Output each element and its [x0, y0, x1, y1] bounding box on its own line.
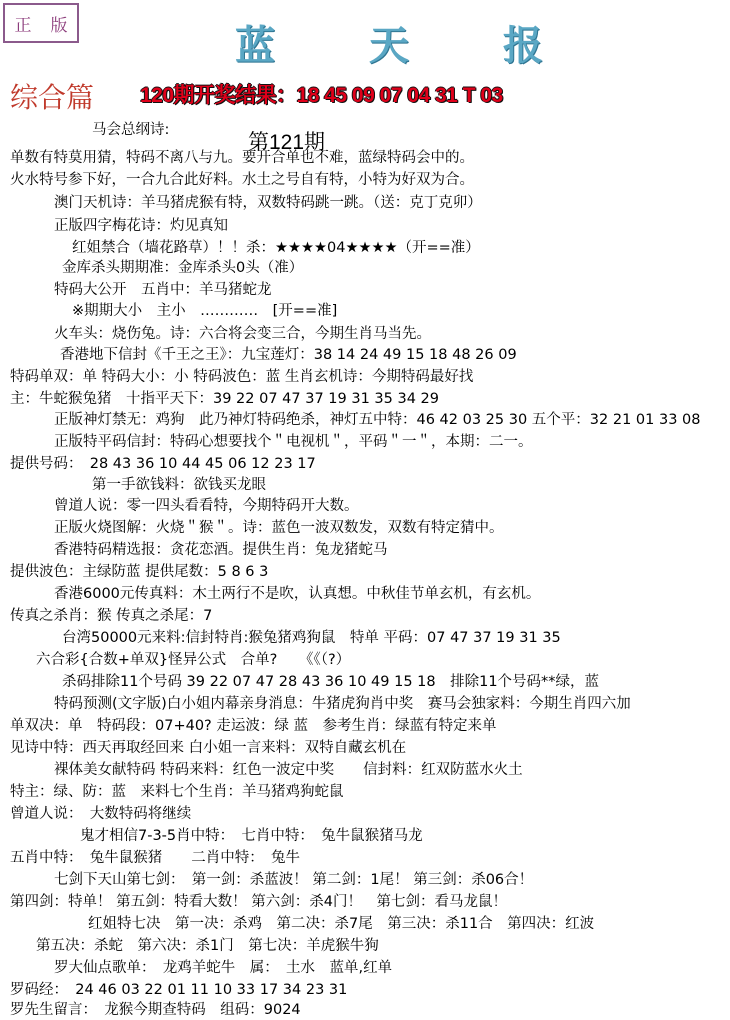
text-line: 单数有特莫用猜，特码不离八与九。要开合单也不难，蓝绿特码会中的。	[10, 150, 474, 166]
text-line: 正版四字梅花诗：灼见真知	[54, 218, 228, 234]
text-line: ※期期大小 主小 ………… [开==准]	[72, 303, 338, 319]
text-line: 六合彩{合数+单双}怪异公式 合单? 《《（?）	[36, 652, 351, 668]
newspaper-title: 蓝 天 报	[235, 22, 583, 69]
text-line: 正版特平码信封：特码心想要找个＂电视机＂，平码＂一＂，本期：二一。	[54, 434, 533, 450]
text-line: 杀码排除11个号码 39 22 07 47 28 43 36 10 49 15 18 排除11个号码**绿，蓝	[62, 674, 600, 690]
text-line: 传真之杀肖：猴 传真之杀尾：7	[10, 608, 213, 624]
text-line: 香港6000元传真料：木土两行不是吹，认真想。中秋佳节单玄机，有玄机。	[54, 586, 541, 602]
text-line: 第五决：杀蛇 第六决：杀1门 第七决：羊虎猴牛狗	[36, 938, 379, 954]
text-line: 五肖中特： 兔牛鼠猴猪 二肖中特： 兔牛	[10, 850, 300, 866]
text-line: 特码单双：单 特码大小：小 特码波色：蓝 生肖玄机诗：今期特码最好找	[10, 369, 474, 385]
text-line: 香港地下信封《千王之王》：九宝莲灯：38 14 24 49 15 18 48 26 09	[60, 347, 517, 363]
text-line: 特码大公开 五肖中：羊马猪蛇龙	[54, 282, 272, 298]
text-line: 罗大仙点歌单： 龙鸡羊蛇牛 属： 土水 蓝单,红单	[54, 960, 393, 976]
text-line: 金库杀头期期准：金库杀头0头（准）	[62, 260, 304, 276]
text-line: 火车头：烧伤兔。诗：六合将会变三合，今期生肖马当先。	[54, 326, 431, 342]
text-line: 马会总纲诗:	[92, 122, 170, 138]
text-line: 台湾50000元来料:信封特肖:猴兔猪鸡狗鼠 特单 平码：07 47 37 19 31 35	[62, 630, 561, 646]
text-line: 香港特码精选报：贪花恋酒。提供生肖：兔龙猪蛇马	[54, 542, 388, 558]
text-line: 红姐特七决 第一决：杀鸡 第二决：杀7尾 第三决：杀11合 第四决：红波	[88, 916, 595, 932]
text-line: 正版神灯禁无：鸡狗 此乃神灯特码绝杀，神灯五中特：46 42 03 25 30 五个平：32 21 01 33 08	[54, 412, 701, 428]
text-line: 七剑下天山第七剑： 第一剑：杀蓝波！ 第二剑：1尾！ 第三剑：杀06合！	[54, 872, 534, 888]
section-label: 综合篇	[10, 81, 95, 114]
text-line: 主：牛蛇猴兔猪 十指平天下：39 22 07 47 37 19 31 35 34 29	[10, 391, 439, 407]
edition-badge	[3, 3, 79, 43]
text-line: 正版火烧图解：火烧＂猴＂。诗：蓝色一波双数发，双数有特定猜中。	[54, 520, 504, 536]
issue-number: 第121期	[248, 131, 326, 154]
text-line: 提供号码： 28 43 36 10 44 45 06 12 23 17	[10, 456, 316, 472]
text-line: 鬼才相信7-3-5肖中特： 七肖中特： 兔牛鼠猴猪马龙	[80, 828, 423, 844]
text-line: 提供波色：主绿防蓝 提供尾数：5 8 6 3	[10, 564, 269, 580]
text-line: 罗先生留言： 龙猴今期查特码 组码：9024	[10, 1002, 301, 1018]
text-line: 红姐禁合（墙花路草）！！杀：★★★★04★★★★（开==准）	[72, 240, 480, 256]
text-line: 曾道人说：零一四头看看特，今期特码开大数。	[54, 498, 359, 514]
badge-right: 版	[50, 15, 68, 36]
badge-left: 正	[14, 15, 32, 36]
text-line: 曾道人说： 大数特码将继续	[10, 806, 192, 822]
text-line: 特主：绿、防：蓝 来料七个生肖：羊马猪鸡狗蛇鼠	[10, 784, 344, 800]
text-line: 第四剑：特单！ 第五剑：特看大数！ 第六剑：杀4门！ 第七剑：看马龙鼠！	[10, 894, 507, 910]
text-line: 特码预测(文字版)白小姐内幕亲身消息：牛猪虎狗肖中奖 赛马会独家料：今期生肖四六加	[54, 696, 631, 712]
text-line: 单双决：单 特码段：07+40? 走运波：绿 蓝 参考生肖：绿蓝有特定来单	[10, 718, 497, 734]
draw-result: 120期开奖结果：18 45 09 07 04 31 T 03	[140, 84, 503, 107]
text-line: 罗码经： 24 46 03 22 01 11 10 33 17 34 23 31	[10, 982, 348, 998]
text-line: 澳门天机诗：羊马猪虎猴有特，双数特码跳一跳。（送：克丁克卯）	[54, 195, 482, 211]
text-line: 裸体美女献特码 特码来料：红色一波定中奖 信封料：红双防蓝水火土	[54, 762, 523, 778]
text-line: 见诗中特：西天再取经回来 白小姐一言来料：双特自藏玄机在	[10, 740, 407, 756]
text-line: 火水特号参下好，一合九合此好料。水土之号自有特，小特为好双为合。	[10, 172, 474, 188]
text-line: 第一手欲钱料：欲钱买龙眼	[92, 477, 266, 493]
